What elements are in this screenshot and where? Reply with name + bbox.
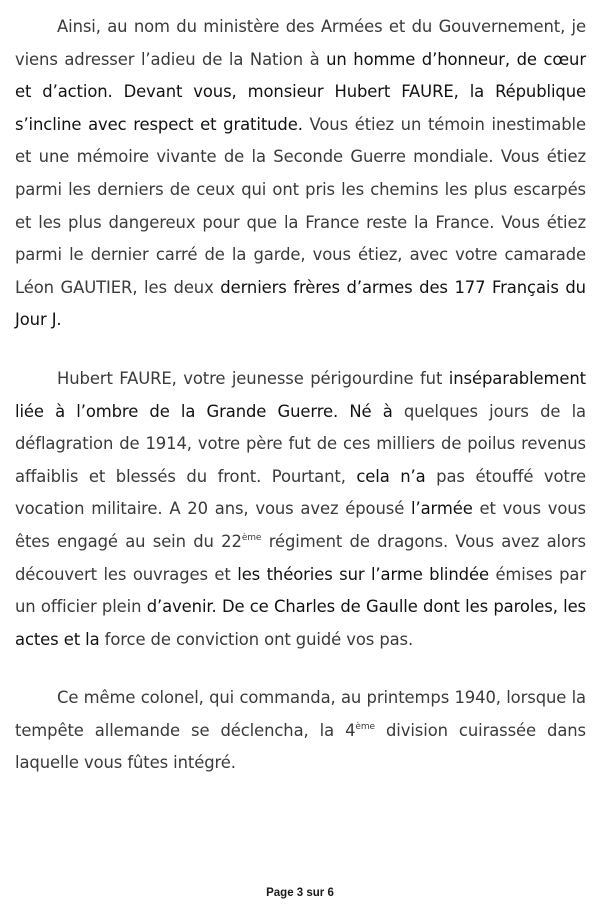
ordinal-superscript: ème	[355, 721, 375, 732]
body-text: Vous étiez un témoin inestimable et une mémoire vivante de la Seconde Guerre mondiale. Vous étiez parmi les derniers de ceux qui ont pris les chemins les plus escarpés et les plus dangereux pour que la France reste la France. Vous étiez parmi le dernier carré de la garde, vous étiez, avec votre camarade Léon GAUTIER, les deux	[15, 114, 586, 297]
emphasized-text: d’avenir. De ce Charles de Gaulle dont les paroles, les actes et la	[15, 597, 586, 649]
emphasized-text: un homme d’honneur, de cœur et d’action. Devant vous, monsieur Hubert FAURE, la République s’incline avec respect et gratitude.	[15, 49, 586, 134]
body-text: Ainsi, au nom du ministère des Armées et du Gouvernement, je viens adresser l’adieu de la Nation à	[15, 17, 586, 69]
ordinal-superscript: ème	[241, 532, 262, 543]
body-text: émises par un officier plein	[15, 564, 586, 617]
body-text: pas étouffé votre vocation militaire. A 20 ans, vous avez épousé	[15, 466, 586, 519]
paragraph	[15, 11, 586, 337]
paragraph	[15, 682, 586, 780]
body-text: et vous vous êtes engagé au sein du 22	[15, 499, 586, 551]
body-text: force de conviction ont guidé vos pas.	[99, 629, 414, 649]
page-number-footer: Page 3 sur 6	[266, 887, 334, 899]
emphasized-text: derniers frères d’armes des 177 Français du Jour J.	[15, 277, 586, 330]
body-text: quelques jours de la déflagration de 1914, votre père fut de ces milliers de poilus revenus affaiblis et blessés du front. Pourtant,	[15, 401, 586, 486]
paragraph	[15, 363, 586, 656]
emphasized-text: les théories sur l’arme blindée	[237, 564, 489, 584]
body-text: Ce même colonel, qui commanda, au printemps 1940, lorsque la tempête allemande se déclencha, la 4	[15, 688, 586, 740]
body-text: Hubert FAURE, votre jeunesse périgourdine fut	[57, 368, 449, 388]
emphasized-text: l’armée	[411, 499, 473, 519]
emphasized-text: cela n’a	[356, 466, 426, 486]
emphasized-text: inséparablement liée à l’ombre de la Grande Guerre. Né à	[15, 368, 586, 421]
document-page	[15, 11, 586, 780]
body-text: régiment de dragons. Vous avez alors découvert les ouvrages et	[15, 531, 586, 584]
body-text: division cuirassée dans laquelle vous fûtes intégré.	[15, 720, 586, 773]
